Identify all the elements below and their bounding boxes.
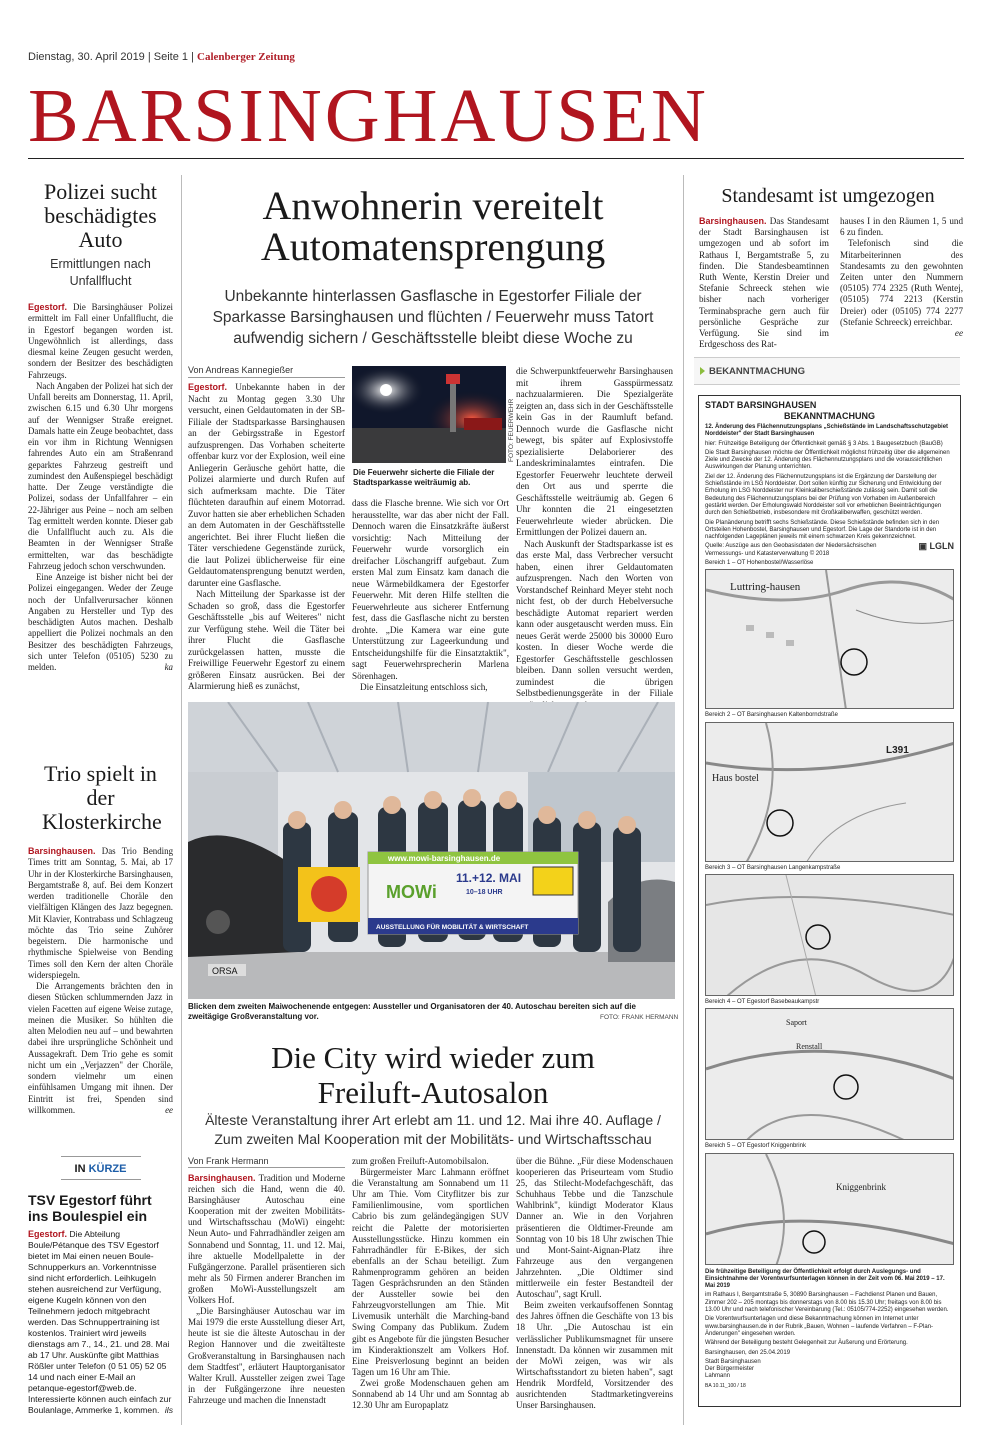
standesamt-dateline: Barsinghausen. [699,216,767,226]
in-kurze-in: IN [74,1163,86,1175]
public-notice [698,395,961,1407]
autoschau-col-3 [516,1156,673,1411]
autoschau-paragraph: zum großen Freiluft-Automobilsalon. [352,1156,489,1166]
car-plate-text: ORSA [212,966,238,976]
map-place: Haus bostel [712,772,759,784]
fire-photo-caption: Die Feuerwehr sicherte die Filiale der Stadtsparkasse weiträumig ab. [353,468,495,487]
site-map-5-art [706,1154,954,1265]
autoschau-group-photo [188,702,675,999]
site-map-4-art [706,1009,954,1140]
lead-headline: Anwohnerin vereitelt Automatensprengung [260,183,606,269]
autoschau-paragraph: Tradition und Moderne reichen sich die Hand, wenn die 40. Barsinghäuser Autoschau eine Kooperation mit der zweiten Mobilitäts- und Wirtschaftsschau (MoWi) eingeht: Neun Auto- und Fahrradhändler zeigen am Sonnabend und Sonntag, 11. und 12. Mai, ihre aktuelle Modellpalette in der Fußgängerzone. Parallel präsentieren sich mehr als 50 Firmen anderer Branchen im großen MoWi-Ausstellungszelt am Volkers Hof. [188,1173,345,1306]
triangle-icon [700,367,705,375]
autoschau-headline: Die City wird wieder zum Freiluft-Autosalon [271,1040,595,1110]
standesamt-paragraph: hauses I in den Räumen 1, 5 und 6 zu finden. [840,216,963,238]
in-kurze-word: KÜRZE [88,1163,127,1175]
notice-code: BA 10.11_100 / 18 [705,1382,746,1389]
trio-paragraph: Das Trio Bending Times tritt am Sonntag, 5. Mai, ab 17 Uhr in der Klosterkirche Barsinghausen, Bergamtstraße 8, auf. Bei dem Konzert werden traditionelle Choräle den vielfältigen Klängen des Jazz begegnen. Mit Klavier, Kontrabass und Schlagzeug möchte das Trio seine Zuhörer begeistern. Die harmonische und rhythmische Spielweise von Bending Times soll den Kern der alten Choräle widerspiegeln. [28,846,174,980]
notice-text: Während der Beteiligung besteht Gelegenheit zur Äußerung und Erörterung. [705,1340,908,1347]
lead-byline-rule [188,377,345,378]
notice-text: Quelle: Auszüge aus den Geobasisdaten der Niedersächsischen Vermessungs- und Katasterverwaltung © 2018 [705,543,877,557]
site-map-3-art [706,875,954,996]
lead-col-2 [352,498,509,694]
standesamt-headline: Standesamt ist umgezogen [721,185,935,207]
police-headline: Polizei sucht beschädigtes Auto [43,179,158,252]
autoschau-dateline: Barsinghausen. [188,1173,256,1183]
tsv-headline: TSV Egestorf führt ins Boulespiel ein [28,1192,152,1224]
autoschau-group-photo-art [188,702,675,999]
group-photo-credit: FOTO: FRANK HERMANN [600,1014,679,1021]
map-road: L391 [886,744,909,756]
notice-text: im Rathaus I, Bergamtstraße 5, 30890 Barsinghausen – Fachdienst Planen und Bauen, Zimmer 202 – 205 montags bis donnerstags von 8.00 bis 15.30 Uhr; freitags von 8.00 bis 13.00 Uhr und nach telefonischer Vereinbarung (Tel.: 05105/774-2252) eingesehen werden. [705,1292,949,1314]
paper-name: Calenberger Zeitung [197,51,295,63]
police-subhead: Ermittlungen nach Unfallflucht [50,257,151,288]
map-label: Bereich 5 – OT Egestorf Kniggenbrink [705,1143,806,1150]
police-paragraph: Nach Angaben der Polizei hat sich der Unfall bereits am Donnerstag, 11. April, zwischen 6.15 und 6.30 Uhr morgens auf der Wennigser Straße ereignet. Damals hatte ein Zeuge beobachtet, dass ein vor ihm in Richtung Wennigsen fahrendes Auto ein am Straßenrand geparktes Fahrzeug gestreift und zumindest den Außenspiegel beschädigt hatte. Der Zeuge verständigte die Polizei, sodass der Unfallfahrer – ein 22-Jähriger aus Peine – noch am selben Tag ermittelt werden konnte. Dieser gab die Unfallflucht auch zu. Als die Beamten in der Wennigser Straße ermittelten, war das beschädigte Fahrzeug jedoch schon verschwunden. [28,380,173,571]
site-map-4 [705,1008,954,1140]
site-map-3 [705,874,954,996]
fire-brigade-photo [352,366,506,463]
notice-text: Die frühzeitige Beteiligung der Öffentlichkeit erfolgt durch Auslegungs- und Einsichtnahme der Vorentwurfsunterlagen können in der Zeit vom 06. Mai 2019 – 17. Mai 2019 [705,1268,945,1290]
lead-paragraph: Die Einsatzleitung entschloss sich, [360,682,488,692]
lead-deck: Unbekannte hinterlassen Gasflasche in Egestorfer Filiale der Sparkasse Barsinghausen und flüchten / Feuerwehr muss Tatort aufwendig sichern / Geschäftsstelle bleibt diese Woche zu [212,288,654,347]
standesamt-paragraph: Das Standesamt der Stadt Barsinghausen ist umgezogen und ab sofort im Rathaus I, Bergamtstraße 5, zu finden. Die Standesbeamtinnen Ruth Wente, Kerstin Dreier und Stefanie Schreeck stehen wie bisher nach vorheriger Terminabsprache gern auch für persönliche Gespräche zur Verfügung. Sie sind im Erdgeschoss des Rat- [699,216,829,350]
notice-text: Die Stadt Barsinghausen möchte der Öffentlichkeit möglichst frühzeitig über die allgemeinen Ziele und Zwecke der 12. Änderung des Flächennutzungsplans und die voraussichtlichen Auswirkungen der Planung unterrichten. [705,449,950,471]
lead-col-3 [516,366,673,711]
author-sig: ee [165,1104,173,1115]
author-sig: ka [164,662,173,672]
site-map-1 [705,569,954,709]
autoschau-paragraph: „Die Barsinghäuser Autoschau war im Mai 1979 die erste Ausstellung dieser Art, heute ist sie die älteste Autoschau in der Region Hannover und die zweitälteste Großveranstaltung in Barsinghausen nach dem Stadtfest", erläutert Hauptorganisator Walter Krull. Aussteller zeigen zwei Tage in der Fußgängerzone ihre neuesten Fahrzeuge und machen die Innenstadt [188,1306,345,1405]
in-kurze-section [28,1156,173,1416]
lead-paragraph: die Schwerpunktfeuerwehr Barsinghausen mit ihrem Gasspürmessatz nachzualarmieren. Die Spezialgeräte zeigten an, dass sich in der Geschäftsstelle kein Gas in der Raumluft befand. Dennoch wurde die Gasflasche nicht bewegt, bis später auf Explosivstoffe spezialisierte Delaborierer des Landeskriminalamtes eintrafen. Die Egestorfer Feuerwehr leuchtete derweil den Ort aus und sperrte die Geschäftsstelle weiträumig ab. Gegen 6 Uhr konnten die 21 eingesetzten Feuerwehrleute wieder abrücken. Die Ermittlungen der Polizei dauern an. [516,366,673,537]
site-map-2 [705,722,954,862]
column-divider-left [181,175,182,1425]
lgln-text: LGLN [929,541,954,552]
trio-article [28,762,173,1116]
notice-lead: 12. Änderung des Flächennutzungsplans „Schießstände im Landschaftsschutzgebiet Norddeister" der Stadt Barsinghausen [705,424,949,438]
autoschau-paragraph: Zwei große Modenschauen gehen am Sonnabend ab 14 Uhr und am Sonntag ab 12.30 Uhr am Europaplatz [352,1377,509,1411]
lead-paragraph: dass die Flasche brenne. Wie sich vor Ort herausstellte, war das aber nicht der Fall. Dennoch waren die Einsatzkräfte äußerst vorsichtig: Nach Mitteilung der Feuerwehr wurde vorsorglich ein dreifacher Löschangriff aufgebaut. Zum ersten Mal zum Einsatz kam danach die neue Wärmebildkamera der Egestorfer Feuerwehr. Mit deren Hilfe stellten die Feuerwehrleute aus sicherer Entfernung fest, dass die Gasflasche nicht zu bersten drohte. „Die Kamera war eine gute Unterstützung zur Lageerkundung und Entscheidungshilfe für die Einsatztaktik", sagt Feuerwehrsprecherin Marlena Sörenhagen. [352,498,509,681]
map-label: Bereich 4 – OT Egestorf Basebeaukampstr [705,998,820,1005]
fire-brigade-photo-art [352,366,506,463]
in-kurze-title [28,1163,173,1175]
autoschau-paragraph: über die Bühne. „Für diese Modenschauen kooperieren das Priseurteam vom Studio 25, das Stilecht-Modefachgeschäft, das Schuhhaus Tebbe und die Tanzschule Wahlbrink", kündigt Moderator Klaus Danner an. Wie in den Vorjahren präsentieren die Oldtimer-Freunde am Sonntag von 10 bis 18 Uhr zwischen Thie und Mont-Saint-Aignan-Platz ihre Fahrzeuge aus den vergangenen Jahrzehnten. „Die Oldtimer sind mittlerweile ein fester Bestandteil der Autoschau", sagt Krull. [516,1156,673,1300]
map-place: Renstall [796,1042,823,1052]
lead-dateline: Egestorf. [188,382,228,392]
police-dateline: Egestorf. [28,302,68,312]
author-sig: ils [164,1405,173,1415]
autoschau-col-1 [188,1173,345,1406]
map-label: Bereich 3 – OT Barsinghausen Langenkampstraße [705,864,841,871]
banner-bottom: AUSSTELLUNG FÜR MOBILITÄT & WIRTSCHAFT [376,924,529,931]
left-column [28,178,173,673]
trio-paragraph: Die Arrangements brächten den in diesen Stücken schlummernden Jazz in vielen Facetten auf eigene Weise zutage, meinen die Musiker. So hühlten die alten Melodien neu auf – und bewahrten dabei ihre ursprüngliche Schönheit und Aussagekraft. Dem Trio gehe es somit nicht um ein „Verjazzen" der Choräle, sondern vielmehr um einen einfühlsamen Umgang mit ihnen. Der Eintritt ist frei, Spenden sind willkommen. [28,981,173,1115]
autoschau-col-2 [352,1156,509,1411]
standesamt-paragraph: Telefonisch sind die Mitarbeiterinnen des Standesamts zu den gewohnten Zeiten unter den Nummern (05105) 774 2325 (Ruth Wentej, (05105) 774 2213 (Kerstin Dreier) oder (05105) 774 2277 (Stefanie Schreeck) erreichbar. [840,238,963,327]
banner-logo: MOWi [386,882,437,902]
standesamt-col-2 [840,216,963,339]
date-and-page: Dienstag, 30. April 2019 | Seite 1 | [28,51,194,63]
tsv-body [28,1229,173,1416]
author-sig: ee [954,328,963,339]
notice-text: Die Planänderung betrifft sechs Schießstände. Diese Schießstände befinden sich in den Ortsteilen Hohenbostel, Barsinghausen und Egestorf. Die Lage der Standorte ist in den nachfolgenden Lageplänen jeweils mit einem schwarzen Kreis gekennzeichnet. [705,519,940,541]
notice-text: hier: Frühzeitige Beteiligung der Öffentlichkeit gemäß § 3 Abs. 1 Baugesetzbuch (BauGB) [705,440,943,447]
group-photo-caption: Blicken dem zweiten Maiwochenende entgegen: Aussteller und Organisatoren der 40. Autoschau bereiten sich auf die zweitägige Großveranstaltung vor. [188,1002,636,1021]
map-label: Bereich 2 – OT Barsinghausen Kaltenborndstraße [705,712,838,719]
trio-headline: Trio spielt in der Klosterkirche [42,761,162,834]
map-label: Bereich 1 – OT Hohenbostel/Wasserlöse [705,560,814,567]
bekanntmachung-tag-bar [694,357,960,385]
map-place: Saport [786,1018,807,1028]
lead-col-1 [188,382,345,693]
site-map-1-art [706,570,954,709]
autoschau-paragraph: Bürgermeister Marc Lahmann eröffnet die Veranstaltung am Sonnabend um 11 Uhr am Thie. Vom Cityflitzer bis zur Familienlimousine, vom sportlichen Cabrio bis zum geländegängigen SUV reicht die Palette der motorisierten Ausstellungsstücke. Hinzu kommen ein Fahrradhändler für E-Bikes, der sich ebenfalls an der Schau beteiligt. Zum Rahmenprogramm gehören an beiden Tagen Gesprächsrunden an den Ständen der Aussteller sowie bei den Fahrzeugvorstellungen am Thie. Mit Livemusik unterhält die Marching-band Swing Company das Publikum. Zudem gibt es Angebote für die jüngsten Besucher im Kinderaktionszelt am Volkers Hof. Eine Preisverlosung beginnt an beiden Tagen um 16 Uhr am Thie. [352,1167,509,1377]
lead-paragraph: Nach Auskunft der Stadtsparkasse ist es das erste Mal, dass Verbrecher versucht haben, einen ihrer Geldautomaten aufzusprengen. Nach den Worten von Vorstandschef Reinhard Meyer steht noch nicht fest, ob der durch Hebelversuche beschädigte Automat repariert werden kann oder ausgetauscht werden muss. Ein neues Gerät werde 25000 bis 30000 Euro kosten. In dieser Woche werde die Egestorfer Geschäftsstelle geschlossen bleiben. Dann sollen versucht werden, zumindest die übrigen Selbstbedienungsgeräte in der Filiale [516,538,673,698]
site-map-5 [705,1153,954,1265]
notice-signature: Stadt Barsinghausen Der Bürgermeister Lahmann [705,1358,761,1380]
autoschau-byline: Von Frank Hermann [188,1156,269,1166]
autoschau-paragraph: Beim zweiten verkaufsoffenen Sonntag des Jahres öffnen die Geschäfte von 13 bis 18 Uhr. „Die Autoschau ist ein verlässlicher Publikumsmagnet für unsere Innenstadt. Da können wir zusammen mit der MoWi zeigen, was wir als Wirtschaftsstandort zu bieten haben", sagt Hendrik Mordfeld, Vorsitzender des ausrichtenden Stadtmarketingvereins Unser Barsinghausen. [516,1300,673,1411]
standesamt-col-1 [699,216,829,350]
autoschau-byline-rule [188,1167,345,1168]
notice-text: Die Vorentwurfsunterlagen und diese Bekanntmachung können im Internet unter www.barsinghausen.de in der Rubrik „Bauen, Wohnen – laufende Verfahren – F-Plan-Änderungen" eingesehen werden. [705,1316,934,1337]
banner-date: 11.+12. MAI [456,871,522,885]
notice-city: STADT BARSINGHAUSEN [705,400,817,410]
trio-body [28,846,173,1116]
map-place: Luttring-hausen [730,581,801,594]
tsv-paragraph: Die Abteilung Boule/Pétanque des TSV Egestorf bietet im Mai einen neuen Boule-Schnupperkurs an. Vorkenntnisse sind nicht erforderlich. Leihkugeln stehen ausreichend zur Verfügung, eigene Kugeln können von den Teilnehmern jedoch mitgebracht werden. Das Schnuppertraining ist kostenlos. Trainiert wird jeweils dienstags am 7., 14., 21. und 28. Mai ab 17 Uhr. Auskünfte gibt Matthias Rößler unter Telefon (0 51 05) 52 05 14 und nach einer E-Mail an petanque-egestorf@web.de. Interessierte können auch einfach zur Boulanlage, Ammerke 1, kommen. [28,1229,172,1415]
lgln-logo: ▣ LGLN [918,541,954,552]
banner-url: www.mowi-barsinghausen.de [388,854,501,863]
bekanntmachung-tag: BEKANNTMACHUNG [709,366,806,377]
masthead: BARSINGHAUSEN [28,74,709,158]
lead-paragraph: Unbekannte haben in der Nacht zu Montag gegen 3.30 Uhr versucht, einen Geldautomaten in der SB-Filiale der Stadtsparkasse Barsinghausen an der Gebirgsstraße in Egestorf aufzusprengen. Das Vorhaben scheiterte offenbar kurz vor der Explosion, weil eine Anliegerin Geräusche gehört hatte, die Polizei alarmierte und durch Rufen auf sich aufmerksam machte. Die Täter flüchteten daraufhin auf einem Motorrad. Zuvor hatten sie aber erheblichen Schaden an dem Automaten in der Geschäftsstelle angerichtet. Bei ihrer Flucht ließen die Täter verschiedene Gegenstände zurück, die laut Polizei üblicherweise für eine Geldautomatensprengung benutzt werden, darunter eine Gasflasche. [188,382,345,588]
banner-time: 10–18 UHR [466,889,503,896]
column-divider-right [683,175,684,1425]
notice-text: Ziel der 12. Änderung des Flächennutzungsplans ist die Ergänzung der Darstellung der Schießstände im LSG Norddeister. Dort sollen künftig zur Sicherung und Entwicklung der Erholung im LSG Norddeister nur Kleinkaliberschießstände zulässig sein. Damit soll die Bedeutung des Flächennutzungsplans bei der Prüfung von Vorhaben im Außenbereich gestärkt werden. Der Erholungswald Norddeister soll vor erheblichen Beeinträchtigungen durch den Schießbetrieb, insbesondere mit Großkaliberwaffen, geschützt werden. [705,473,942,517]
police-article-body [28,302,173,673]
masthead-rule [28,158,964,159]
police-paragraph: Eine Anzeige ist bisher nicht bei der Polizei eingegangen. Weder der Zeuge noch der Unfallverursacher können Angaben zu Hersteller und Typ des beschädigten Autos machen. Deshalb appelliert die Polizei nochmals an den Besitzer des beschädigten Fahrzeugs, sich unter Telefon (05105) 5230 zu melden. [28,572,173,672]
issue-dateline [28,51,295,63]
lead-byline: Von Andreas Kannegießer [188,365,294,375]
lead-paragraph: Nach Mitteilung der Sparkasse ist der Schaden so groß, dass die Egestorfer Geschäftsstelle „bis auf Weiteres" nicht zur Verfügung stehe. Weil die Täter bei ihrer Flucht die Gasflasche zurückgelassen hatten, musste die Freiwillige Feuerwehr Egestorf zu einem größeren Einsatz ausrücken. Bei der Alarmierung hieß es zunächst, [188,589,345,691]
autoschau-deck: Älteste Veranstaltung ihrer Art erlebt am 11. und 12. Mai ihre 40. Auflage / Zum zweiten Mal Kooperation mit der Mobilitäts- und Wirtschaftsschau [205,1112,661,1147]
police-paragraph: Die Barsinghäuser Polizei ermittelt im Fall einer Unfallflucht, die in Egestorf begangen worden ist. Ungewöhnlich ist allerdings, dass diesmal keine Zeugen gesucht werden, sondern der Besitzer des beschädigten Fahrzeugs. [28,302,174,380]
tsv-dateline: Egestorf. [28,1229,68,1239]
notice-text: Barsinghausen, den 25.04.2019 [705,1349,791,1356]
trio-dateline: Barsinghausen. [28,846,96,856]
fire-photo-credit: FOTO: FEUERWEHR [508,398,515,462]
notice-title: BEKANNTMACHUNG [784,411,875,421]
site-map-2-art [706,723,954,862]
map-place: Kniggenbrink [836,1181,886,1192]
